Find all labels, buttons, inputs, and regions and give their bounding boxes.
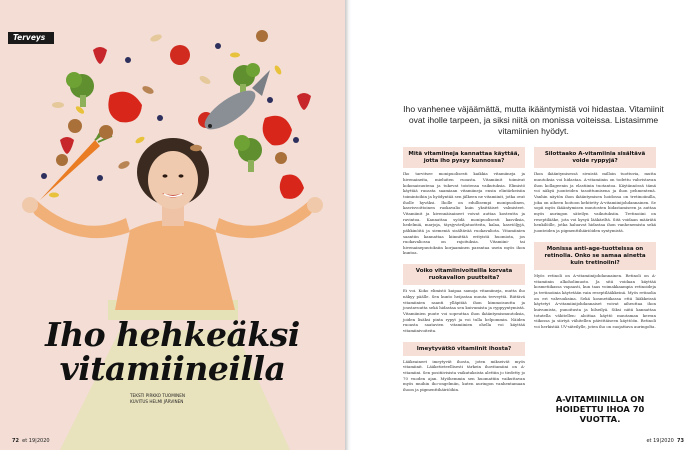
capsule-icon-2 bbox=[230, 53, 240, 58]
question-heading: Imeytyvätkö vitamiinit ihosta? bbox=[403, 342, 525, 356]
answer-text: Ihon ikääntymisessä sivuistä milloin tuottuvia, mutta muutoksia voi hidastaa. A-vitamiinin on todettu vahvistavan ihon kollageenin ja elastiinin tuotantoa. Käytännössä tämä voi näkyä juonteiden tasoittumisena ja ihon pehmentenä. Vanhin näytön ihon ikääntymisen hoidossa on tretinoiinilla, joka on aiheen hoitoon kehitetty A-vitamiinijohdannainen. Se sopii myös ikääntymisen muutosten hidastamiseen ja auttaa myös auringon säteilyn vaikutuksiin. Tretinoiini on reseptilääke, jota voi kysyä lääkäriltä. Sitä voidaan määrätä henkilöille, jotka haluavat hidastaa ihon vanhenemista sekä juonteiden ja pigmenttihäiriöiden syntymistä. bbox=[534, 171, 656, 233]
cashew-icon bbox=[149, 33, 162, 43]
magazine-issue-right: et 19|2020 bbox=[646, 438, 674, 444]
page-folio-right bbox=[646, 438, 684, 444]
cashew-icon-2 bbox=[198, 74, 211, 85]
capsule-icon-4 bbox=[273, 64, 282, 75]
page-number-right: 73 bbox=[677, 438, 684, 444]
left-page bbox=[0, 0, 345, 450]
red-pepper-icon-2 bbox=[263, 116, 292, 146]
almond-icon bbox=[141, 85, 155, 96]
blueberry-icon-7 bbox=[97, 175, 103, 181]
question-heading: Voiko vitamiinivoiteilla korvata ruokavalion puutteita? bbox=[403, 264, 525, 285]
credit-illustration: KUVITUS HELMI JÄRVINEN bbox=[130, 399, 184, 405]
strawberry-icon bbox=[93, 47, 107, 64]
walnut-icon-4 bbox=[56, 154, 68, 166]
credit-text: TEKSTI PIRKKO TUOMINEN bbox=[130, 393, 185, 398]
walnut-icon-5 bbox=[275, 152, 287, 164]
answer-text: Myös retinoli on A-vitamiinijohdannainen. Retinoli on A-vitamiinin alkoholimuoto. Ja sitä voidaan käyttää kosmetiikassa vapaasti, kun taas voimakkaampia retinoideja ja tretinoiinia käytetään vain reseptilääkkeinä. Myös retinolia on eri vahvuuksina. Sekä kosmetiikassa että lääkkeissä käytetyt A-vitamiinijohdannaiset voivat aiheuttaa ihon kuivumista, punoitusta ja hilseilyä. Siksi niitä kannattaa totutella vähitellen: aloittaa käyttö muutaman kerran viikossa ja siirtyä vähitellen päivittäiseen käyttöön. Retinoli voi herkistää UV-säteilylle, joten iho on suojattava auringolta. bbox=[534, 272, 656, 329]
blueberry-icon-6 bbox=[293, 137, 299, 143]
text-column-1 bbox=[403, 147, 525, 401]
page-number-left: 72 bbox=[12, 438, 19, 444]
blueberry-icon-5 bbox=[41, 173, 47, 179]
question-heading: Mitä vitamiineja kannattaa käyttää, jotta iho pysyy kunnossa? bbox=[403, 147, 525, 168]
strawberry-icon-3 bbox=[297, 93, 311, 110]
headline-line-2: vitamiineilla bbox=[59, 349, 286, 388]
headline-line-1: Iho hehkeäksi bbox=[45, 315, 300, 354]
left-arm bbox=[32, 200, 130, 238]
page-folio-left bbox=[12, 438, 50, 444]
article-lede: Iho vanhenee väjäämättä, mutta ikääntymistä voi hidastaa. Vitamiinit ovat iholle tarpeen, ja siksi niitä on monissa voiteissa. Listasimme vitamiinien hyödyt. bbox=[403, 104, 664, 137]
capsule-icon-5 bbox=[49, 193, 59, 198]
tomato-icon bbox=[170, 45, 190, 65]
question-heading: Silottaako A-vitamiinia sisältävä voide ryppyjä? bbox=[534, 147, 656, 168]
red-pepper-icon-3 bbox=[280, 175, 304, 199]
magazine-issue-left: et 19|2020 bbox=[22, 438, 50, 444]
answer-text: Iho tarvitsee monipuolisesti kaikkia vitamiineja ja hivenaineita, mieluiten ruoasta. Vitamiinit toimivat kokonaisuutena ja tukevat toistensa vaikutuksia. Elimistö käyttää ruoasta saamiaan vitamiineja ensin elintärkeisiin toimintoihin ja hyödyntää sen jälkeen ne vitamiinit, jotka ovat iholle hyväksi. Iholle on edullisempi monipuolinen, kasvisvoittoinen ruokavalio kuin yksittäiset valmisteet. Vitamiinit ja kivennäisaineet voivat auttaa kosteutta ja ravintoa. Kannattaa syödä monipuolisesti kasviksia, hedelmiä, marjoja, täysjyväviljatuotteita, kalaa, kasviöljyjä, pähkinöitä ja siemeniä sisältävää ruokavaliota. Vitamiinien saantiin kannattaa kiinnittää erityistä huomiota, jos ruokavaliossa on rajoituksia. Vitamiini- tai hivenainepuutoksiin korjaaminen parantaa usein myös ihon kuntoa. bbox=[403, 171, 525, 256]
blueberry-icon-3 bbox=[157, 115, 163, 121]
walnut-icon-2 bbox=[68, 119, 82, 133]
strawberry-icon-2 bbox=[60, 137, 74, 154]
walnut-icon-3 bbox=[256, 30, 268, 42]
almond-icon-3 bbox=[117, 160, 131, 171]
answer-text: Lääkeaineet imeytyvät ihosta, joten mikseivät myös vitamiinit. Lääketieteellisesti tärkein ihovitamiini on A-vitamiini. Sen positiivisista vaikutuksista alettiin jo tiedetty jo 70 vuoden ajan. Myöhemmin sen huomattiin vaikuttavan myös muihin iho-ongelmiin, kuten auringon vanhentamaan ihoon ja pigmenttihäiriöihin. bbox=[403, 358, 525, 393]
answer-text: Ei voi. Koko elimistö kaipaa samoja vitamiineja, mutta iho näkyy päälle. Sen kunto heijastaa muuta terveyttä. Riittävä vitamiinien saanti ylläpitää ihon kimmoisuutta ja joustavuutta sekä hidastaa sen kuivumista ja ryppyyntymistä. Vitamiinien puute voi sopeuttaa ihon ikääntymismuutoksia, joiden lisäksi pinta rypyt ja voi tulla helpommin. Näiden ruoasta saatavien vitamiinien ohella voi käyttää vitamiinivoiteita. bbox=[403, 288, 525, 333]
blueberry-icon bbox=[125, 57, 131, 63]
walnut-icon bbox=[99, 125, 113, 139]
blouse-illustration bbox=[115, 220, 235, 310]
broccoli-icon-3 bbox=[234, 135, 262, 172]
red-pepper-icon bbox=[108, 92, 142, 123]
text-column-2 bbox=[534, 147, 656, 337]
blueberry-icon-2 bbox=[215, 43, 221, 49]
article-credits bbox=[130, 393, 185, 406]
right-arm bbox=[215, 200, 314, 238]
almond-icon-2 bbox=[190, 145, 202, 151]
pull-quote: A-VITAMIINILLA ON HOIDETTU IHOA 70 VUOTTA. bbox=[555, 394, 645, 424]
right-page bbox=[351, 0, 696, 450]
capsule-icon-3 bbox=[134, 135, 145, 144]
question-heading: Monissa anti-age-tuotteissa on retinolia. Onko se samaa ainetta kuin tretinoiini? bbox=[534, 242, 656, 270]
blueberry-icon-4 bbox=[267, 97, 273, 103]
section-tag: Terveys bbox=[8, 32, 54, 44]
cashew-icon-3 bbox=[52, 102, 64, 108]
broccoli-icon bbox=[66, 72, 94, 107]
